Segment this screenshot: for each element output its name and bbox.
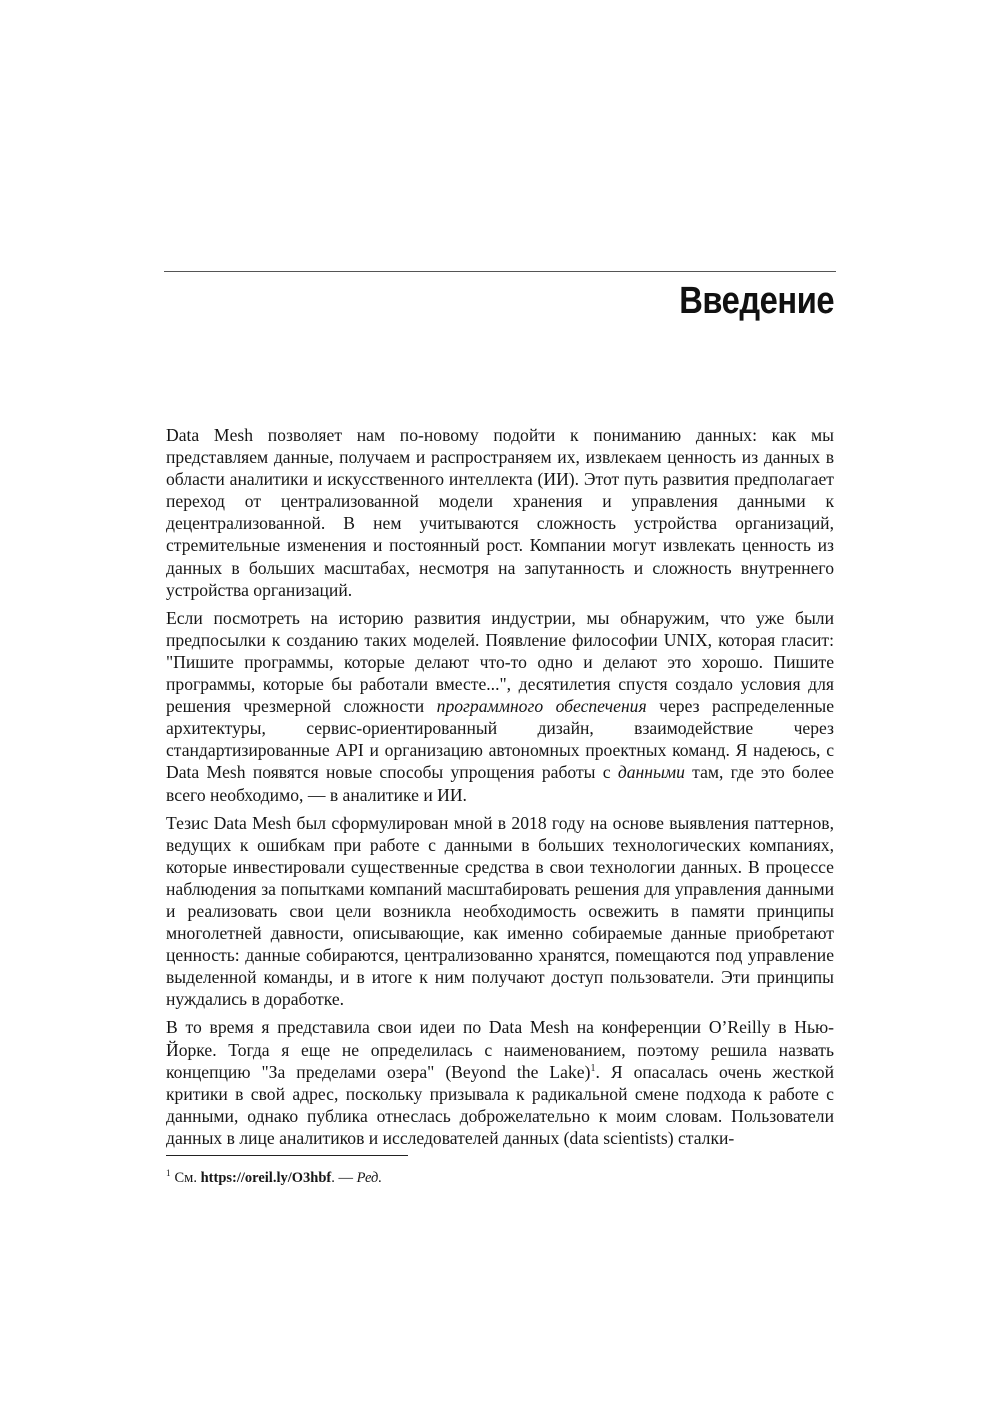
paragraph	[166, 424, 834, 601]
paragraph-text: через распределенные архитектуры, сервис-ориентированный дизайн, взаимодействие через стандартизированные API и организацию автономных проектных команд. Я надеюсь, с Data Mesh появятся новые способы упрощения работы с	[166, 696, 835, 783]
footnote-reference[interactable]: 1	[590, 1062, 596, 1074]
footnote-rule	[166, 1155, 408, 1156]
paragraph-text: Тезис Data Mesh был сформулирован мной в 2018 году на основе выявления паттернов, ведущих к ошибкам при работе с данными в больших технологических компаниях, которые инвестировали существенные средства в свои технологии данных. В процессе наблюдения за попытками компаний масштабировать решения для управления данными и реализовать свои цели возникла необходимость освежить в памяти принципы многолетней давности, описывающие, как именно собираемые данные приобретают ценность: данные собираются, централизованно хранятся, помещаются под управление выделенной команды, и в итоге к ним получают доступ пользователи. Эти принципы нуждались в доработке.	[166, 812, 834, 1010]
emphasis-text: программного обеспечения	[436, 696, 647, 717]
footnote-prefix: См.	[174, 1170, 201, 1186]
emphasis-text: данными	[617, 762, 685, 783]
footnote	[166, 1168, 834, 1188]
footnote-editor: Ред.	[356, 1170, 383, 1186]
footnote-link[interactable]: https://oreil.ly/O3hbf	[200, 1170, 332, 1186]
paragraph	[166, 812, 834, 1011]
footnote-number: 1	[166, 1168, 171, 1179]
paragraph-text: . Я опасалась очень жесткой критики в свой адрес, поскольку призывала к радикальной смене подхода к работе с данными, однако публика отнеслась доброжелательно к моим словам. Пользователи данных в лице аналитиков и исследователей данных (data scientists) сталки-	[166, 1061, 835, 1148]
paragraph-text: там, где это более всего необходимо, — в аналитике и ИИ.	[166, 762, 834, 805]
paragraph	[166, 607, 834, 806]
chapter-title: Введение	[679, 280, 834, 322]
body-text	[166, 424, 834, 1155]
paragraph-text: В то время я представила свои идеи по Data Mesh на конференции O’Reilly в Нью-Йорке. Тогда я еще не определилась с наименованием, поэтому решила назвать концепцию "За пределами озера" (Beyond the Lake)	[166, 1017, 834, 1082]
chapter-rule	[164, 271, 836, 272]
footnote-separator: . —	[331, 1170, 357, 1186]
paragraph	[166, 1016, 834, 1149]
paragraph-text: Если посмотреть на историю развития индустрии, мы обнаружим, что уже были предпосылки к созданию таких моделей. Появление философии UNIX, которая гласит: "Пишите программы, которые делают что-то одно и делают это хорошо. Пишите программы, которые бы работали вместе...", десятилетия спустя создало условия для решения чрезмерной сложности	[166, 607, 834, 717]
paragraph-text: Data Mesh позволяет нам по-новому подойти к пониманию данных: как мы представляем данные, получаем и распространяем их, извлекаем ценность из данных в области аналитики и искусственного интеллекта (ИИ). Этот путь развития предполагает переход от централизованной модели хранения и управления данными к децентрализованной. В нем учитываются сложность устройства организаций, стремительные изменения и постоянный рост. Компании могут извлекать ценность из данных в больших масштабах, несмотря на запутанность и сложность внутреннего устройства организаций.	[166, 425, 834, 600]
